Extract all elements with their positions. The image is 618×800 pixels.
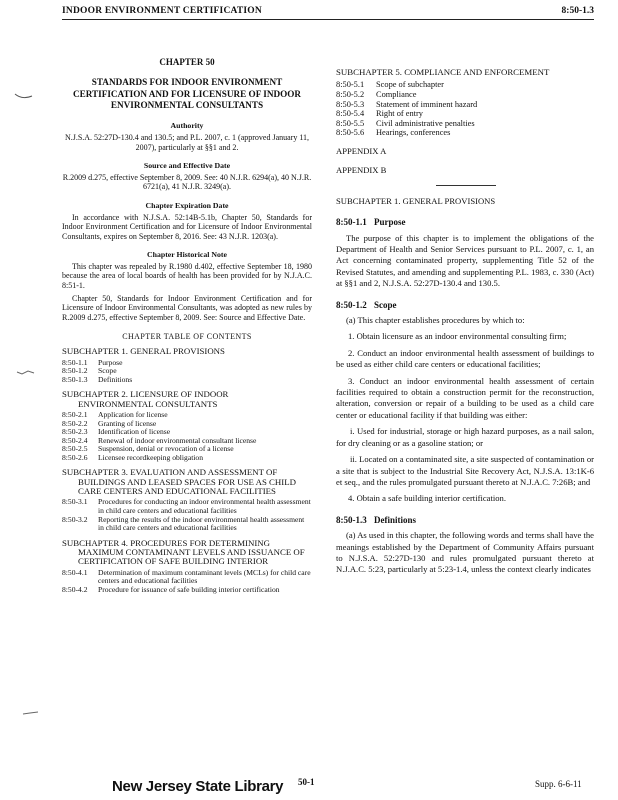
toc-subchapter-title: SUBCHAPTER 4. PROCEDURES FOR DETERMINING bbox=[62, 537, 270, 548]
toc-entry-title: Right of entry bbox=[376, 109, 423, 119]
authority-text: N.J.S.A. 52:27D-130.4 and 130.5; and P.L. 2007, c. 1 (approved January 11, 2007), particularly at §§1 and 2. bbox=[64, 133, 310, 152]
toc-subchapter-heading bbox=[62, 390, 312, 409]
header-title: INDOOR ENVIRONMENT CERTIFICATION bbox=[62, 6, 262, 16]
appendix-a-link: APPENDIX A bbox=[336, 145, 387, 156]
toc-entry bbox=[62, 586, 312, 595]
toc-entry-title: Renewal of indoor environmental consultant license bbox=[98, 435, 257, 445]
page-number: 50-1 bbox=[298, 777, 315, 787]
left-column bbox=[62, 58, 312, 594]
section-title: Scope bbox=[374, 299, 397, 310]
toc-entry bbox=[336, 80, 594, 90]
scope-item: 3. Conduct an indoor environmental health assessment of certain facilities required to obtain a construction permit for the reconstruction, alteration, conversion or repair of a building to be used as a child care center or educational facility if that building was either: bbox=[336, 375, 594, 420]
toc-entry-title: Hearings, conferences bbox=[376, 128, 451, 138]
toc-entry-title: Compliance bbox=[376, 90, 417, 99]
section-number: 8:50-1.3 bbox=[336, 514, 367, 525]
source-heading: Source and Effective Date bbox=[143, 160, 231, 170]
toc-entry bbox=[336, 90, 594, 100]
section-heading-definitions bbox=[336, 515, 594, 526]
source-text: R.2009 d.275, effective September 8, 2009. See: 40 N.J.R. 6294(a), 40 N.J.R. 6721(a), 41 N.J.R. 3249(a). bbox=[62, 173, 312, 192]
purpose-text: The purpose of this chapter is to implement the obligations of the Department of Health and Senior Services pursuant to P.L. 2007, c. 1, an Act concerning contaminated property, supplementing Title 52 of the Revised Statutes, and amending and supplementing P.L. 1983, c. 330 (Act) at §§1 and 2, N.J.S.A. 52:27D-130.4 and 130.5. bbox=[336, 232, 594, 289]
toc-entry-title: Licensee recordkeeping obligation bbox=[98, 452, 204, 462]
toc-entry-number: 8:50-5.5 bbox=[336, 118, 365, 128]
toc-entry-title: Application for license bbox=[98, 409, 168, 419]
section-heading-scope bbox=[336, 300, 594, 311]
historical-note-paragraph: Chapter 50, Standards for Indoor Environment Certification and for Licensure of Indoor Environmental Consultants, was adopted as new rules by R.2009 d.275, effective September 8, 2009. See: Source and Effective Date. bbox=[62, 294, 312, 322]
expiration-text: In accordance with N.J.S.A. 52:14B-5.1b, Chapter 50, Standards for Indoor Environment Certification and for Licensure of Indoor Environmental Consultants, expires on September 8, 2016. See: 43 N.J.R. 1203(a). bbox=[62, 212, 312, 241]
toc-entry bbox=[62, 516, 312, 533]
toc-entry-number: 8:50-2.6 bbox=[62, 452, 88, 462]
toc-entry bbox=[62, 498, 312, 515]
toc-entry bbox=[62, 454, 312, 463]
toc-entry-title: Definitions bbox=[98, 374, 133, 384]
toc-entry-title: Determination of maximum contaminant levels (MCLs) for child care centers and educational facilities bbox=[98, 567, 311, 586]
historical-note-heading: Chapter Historical Note bbox=[147, 249, 227, 259]
toc-entry-number: 8:50-5.1 bbox=[336, 80, 365, 90]
running-header bbox=[62, 4, 594, 18]
chapter-title: STANDARDS FOR INDOOR ENVIRONMENT CERTIFICATION AND FOR LICENSURE OF INDOOR ENVIRONMENTAL CONSULTANTS bbox=[72, 77, 302, 110]
scope-subitem: i. Used for industrial, storage or high hazard purposes, as a nail salon, for dry cleaning or as a gasoline station; or bbox=[336, 426, 594, 448]
authority-heading: Authority bbox=[170, 120, 204, 130]
toc-entry-title: Suspension, denial or revocation of a license bbox=[98, 444, 234, 454]
section-number: 8:50-1.2 bbox=[336, 299, 367, 310]
toc-heading: CHAPTER TABLE OF CONTENTS bbox=[122, 331, 252, 341]
toc-subchapter-heading bbox=[336, 67, 594, 78]
toc-entry bbox=[336, 128, 594, 138]
section-number: 8:50-1.1 bbox=[336, 217, 367, 228]
margin-mark bbox=[16, 368, 36, 376]
toc-subchapter-title: SUBCHAPTER 5. COMPLIANCE AND ENFORCEMENT bbox=[336, 67, 550, 77]
toc-entry-number: 8:50-4.1 bbox=[62, 567, 88, 577]
expiration-heading: Chapter Expiration Date bbox=[145, 200, 229, 210]
toc-entry-number: 8:50-4.2 bbox=[62, 584, 88, 594]
library-stamp: New Jersey State Library bbox=[112, 778, 284, 795]
toc-entry-title: Scope of subchapter bbox=[376, 80, 444, 90]
subchapter-heading: SUBCHAPTER 1. GENERAL PROVISIONS bbox=[336, 195, 496, 206]
toc-subchapter-heading bbox=[62, 539, 312, 567]
toc-entry-number: 8:50-3.1 bbox=[62, 497, 88, 507]
toc-entry-number: 8:50-1.2 bbox=[62, 366, 88, 376]
toc-subchapter-title: SUBCHAPTER 1. GENERAL PROVISIONS bbox=[62, 346, 225, 357]
toc-subchapter-title-continued: MAXIMUM CONTAMINANT LEVELS AND ISSUANCE OF CERTIFICATION OF SAFE BUILDING INTERIOR bbox=[78, 547, 305, 567]
toc-entry-title: Civil administrative penalties bbox=[376, 118, 475, 128]
section-title: Definitions bbox=[374, 514, 417, 525]
toc-entry-number: 8:50-2.3 bbox=[62, 427, 88, 437]
table-of-contents bbox=[62, 347, 312, 594]
toc-entry bbox=[336, 100, 594, 110]
section-title: Purpose bbox=[374, 217, 406, 228]
toc-entry-title: Statement of imminent hazard bbox=[376, 99, 478, 109]
toc-subchapter-title-continued: ENVIRONMENTAL CONSULTANTS bbox=[78, 398, 218, 409]
toc-subchapter-heading bbox=[62, 468, 312, 496]
toc-entry-number: 8:50-5.2 bbox=[336, 90, 365, 99]
section-divider bbox=[436, 185, 496, 186]
toc-entry bbox=[62, 569, 312, 586]
toc-entry-title: Purpose bbox=[98, 357, 123, 367]
toc-entry-number: 8:50-5.4 bbox=[336, 109, 365, 119]
toc-entry bbox=[336, 109, 594, 119]
historical-note-paragraph: This chapter was repealed by R.1980 d.402, effective September 18, 1980 because the area of local boards of health has been provided for by N.J.A.C. 8:51-1. bbox=[62, 262, 312, 290]
scope-subitem: ii. Located on a contaminated site, a site suspected of contamination or a site that is subject to the Industrial Site Recovery Act, N.J.S.A. 13:1K-6 et seq., and the rules promulgated pursuant thereto at N.J.A.C. 7:26B; and bbox=[336, 454, 594, 487]
supplement-date: Supp. 6-6-11 bbox=[535, 779, 582, 789]
margin-mark bbox=[22, 708, 42, 716]
toc-entry-title: Identification of license bbox=[98, 427, 171, 437]
toc-entry-number: 8:50-1.1 bbox=[62, 357, 88, 367]
scope-paragraph: (a) This chapter establishes procedures by which to: bbox=[346, 315, 525, 326]
margin-mark bbox=[14, 92, 34, 100]
toc-subchapter-5-items bbox=[336, 80, 594, 138]
right-column bbox=[336, 67, 594, 576]
toc-entry-number: 8:50-5.3 bbox=[336, 99, 365, 109]
toc-subchapter-heading bbox=[62, 347, 312, 356]
scope-item: 2. Conduct an indoor environmental health assessment of buildings to be used as either child care centers or educational facilities; bbox=[336, 347, 594, 370]
section-heading-purpose bbox=[336, 217, 594, 228]
toc-subchapter-title: SUBCHAPTER 2. LICENSURE OF INDOOR bbox=[62, 389, 229, 400]
toc-entry-title: Reporting the results of the indoor environmental health assessment in child care centers and educational facilities bbox=[98, 514, 305, 533]
toc-subchapter-title: SUBCHAPTER 3. EVALUATION AND ASSESSMENT OF bbox=[62, 467, 278, 478]
definitions-paragraph: (a) As used in this chapter, the following words and terms shall have the meanings established by the Department of Community Affairs pursuant to N.J.S.A. 52:27D-130 and rules promulgated pursuant thereto at N.J.A.C. 5:23, particularly at 5:23-1.4, unless the context clearly indicates bbox=[336, 530, 594, 575]
toc-entry-number: 8:50-5.6 bbox=[336, 128, 365, 138]
toc-entry-number: 8:50-2.4 bbox=[62, 435, 88, 445]
toc-entry-title: Procedure for issuance of safe building interior certification bbox=[98, 584, 280, 594]
toc-entry-title: Procedures for conducting an indoor environmental health assessment in child care centers and educational facilities bbox=[98, 497, 311, 515]
scope-item: 4. Obtain a safe building interior certification. bbox=[348, 493, 506, 504]
header-section-number: 8:50-1.3 bbox=[561, 6, 594, 16]
toc-entry-title: Granting of license bbox=[98, 418, 157, 428]
chapter-number: CHAPTER 50 bbox=[159, 57, 215, 67]
toc-entry-title: Scope bbox=[98, 366, 117, 376]
toc-entry-number: 8:50-2.1 bbox=[62, 409, 88, 419]
toc-entry bbox=[336, 119, 594, 129]
header-rule bbox=[62, 19, 594, 20]
scope-item: 1. Obtain licensure as an indoor environmental consulting firm; bbox=[348, 331, 567, 342]
toc-entry bbox=[62, 376, 312, 385]
toc-entry-number: 8:50-1.3 bbox=[62, 374, 88, 384]
toc-entry-number: 8:50-2.2 bbox=[62, 418, 88, 428]
toc-entry-number: 8:50-2.5 bbox=[62, 444, 88, 454]
toc-entry-number: 8:50-3.2 bbox=[62, 514, 88, 524]
toc-subchapter-title-continued: BUILDINGS AND LEASED SPACES FOR USE AS CHILD CARE CENTERS AND EDUCATIONAL FACILITIES bbox=[78, 476, 296, 497]
appendix-b-link: APPENDIX B bbox=[336, 165, 387, 176]
